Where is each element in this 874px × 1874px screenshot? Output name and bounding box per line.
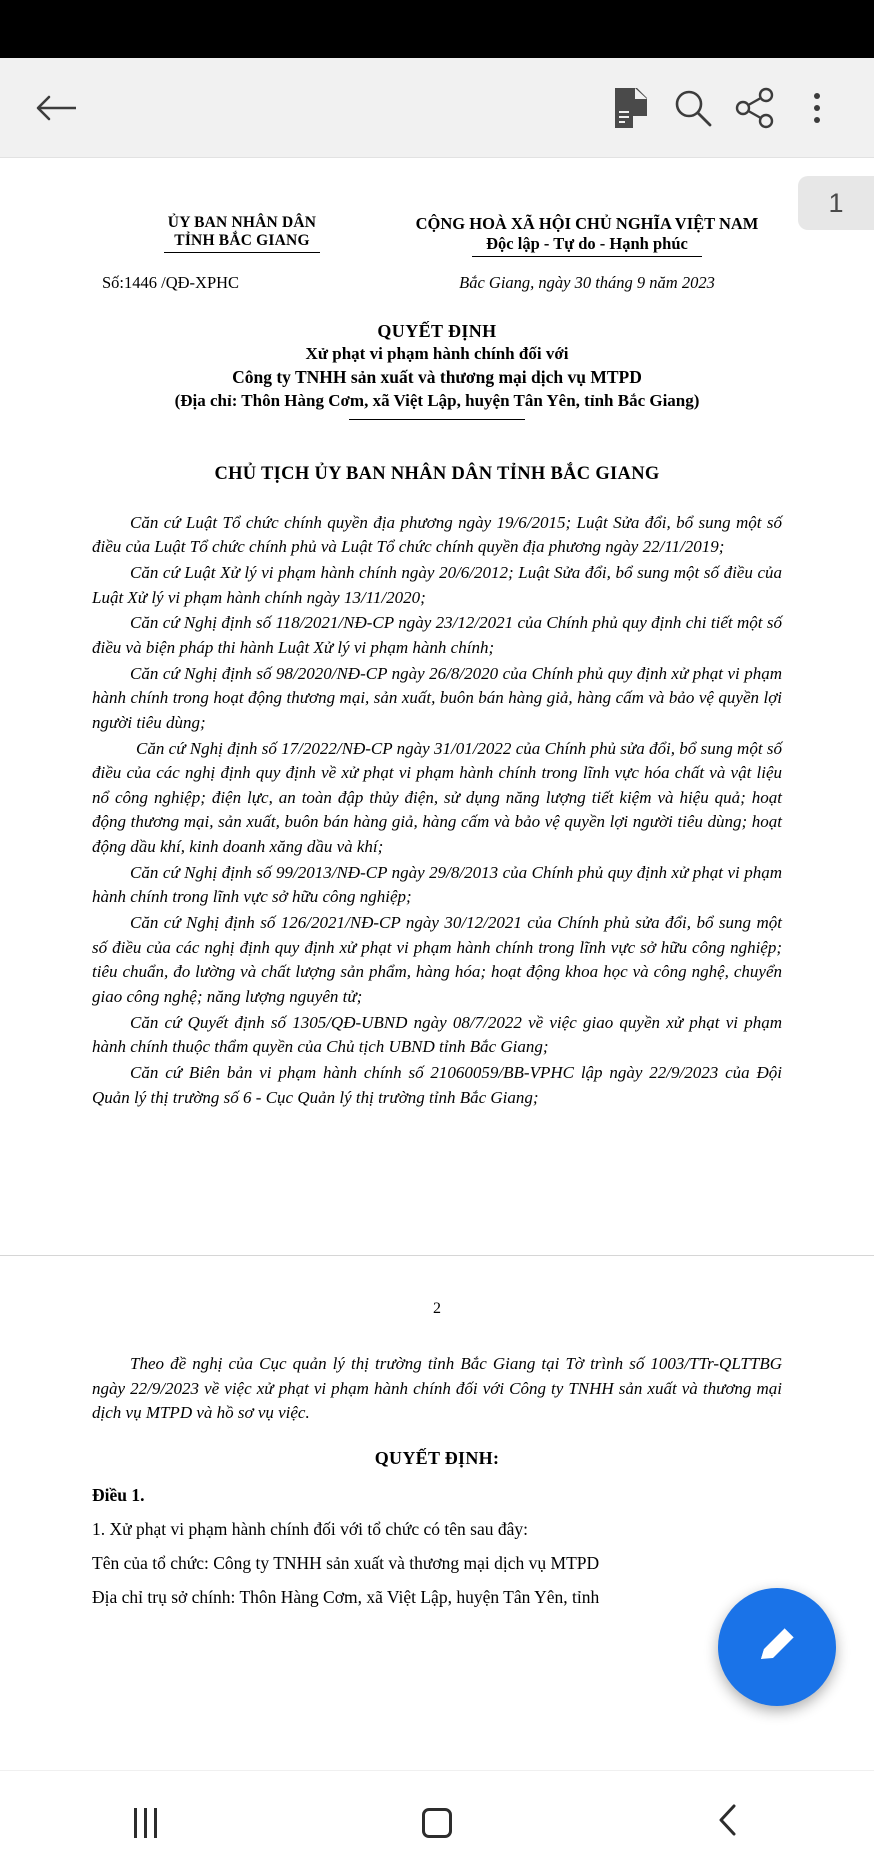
page-2-number: 2 bbox=[433, 1300, 441, 1318]
edit-pencil-icon bbox=[751, 1619, 803, 1676]
authority-underline bbox=[164, 252, 320, 253]
document-page-2 bbox=[0, 1256, 874, 1608]
more-options-button[interactable] bbox=[786, 77, 848, 139]
national-header bbox=[392, 214, 782, 257]
edit-fab-button[interactable] bbox=[718, 1588, 836, 1706]
recents-button[interactable] bbox=[86, 1783, 206, 1863]
paragraph: Căn cứ Nghị định số 99/2013/NĐ-CP ngày 29/8/2013 của Chính phủ quy định xử phạt vi phạm hành chính trong lĩnh vực sở hữu công nghiệp; bbox=[92, 862, 782, 907]
document-page-icon bbox=[611, 86, 651, 130]
home-button[interactable] bbox=[377, 1783, 497, 1863]
national-line-1: CỘNG HOÀ XÃ HỘI CHỦ NGHĨA VIỆT NAM bbox=[415, 214, 759, 233]
national-line-2: Độc lập - Tự do - Hạnh phúc bbox=[486, 234, 688, 253]
paragraph: Theo đề nghị của Cục quản lý thị trường tỉnh Bắc Giang tại Tờ trình số 1003/TTr-QLTTBG ngày 22/9/2023 về việc xử phạt vi phạm hành chính đối với Công ty TNHH sản xuất và thương mại dịch vụ MTPD và hồ sơ vụ việc. bbox=[92, 1354, 782, 1423]
article-line-2: Tên của tổ chức: Công ty TNHH sản xuất và thương mại dịch vụ MTPD bbox=[92, 1553, 600, 1574]
search-button[interactable] bbox=[662, 77, 724, 139]
document-number-row bbox=[92, 273, 782, 293]
authority-line-2: TỈNH BẮC GIANG bbox=[174, 232, 310, 249]
paragraph: Căn cứ Biên bản vi phạm hành chính số 21060059/BB-VPHC lập ngày 22/9/2023 của Đội Quản lý thị trường số 6 - Cục Quản lý thị trường tỉnh Bắc Giang; bbox=[92, 1062, 782, 1107]
recents-bars-icon bbox=[134, 1808, 157, 1838]
issuing-authority bbox=[92, 214, 392, 253]
share-icon bbox=[734, 87, 776, 129]
title-line-1: QUYẾT ĐỊNH bbox=[377, 321, 497, 341]
more-vertical-icon bbox=[814, 93, 820, 123]
page-number-badge: 1 bbox=[798, 176, 874, 230]
pdf-view-button[interactable] bbox=[600, 77, 662, 139]
paragraph: Căn cứ Nghị định số 98/2020/NĐ-CP ngày 26/8/2020 của Chính phủ quy định xử phạt vi phạm hành chính trong hoạt động thương mại, sản xuất, buôn bán hàng giả, hàng cấm và bảo vệ quyền lợi người tiêu dùng; bbox=[92, 663, 782, 732]
document-title-block bbox=[92, 319, 782, 420]
article-label: Điều 1. bbox=[92, 1485, 145, 1506]
document-page-1 bbox=[0, 158, 874, 1219]
search-icon bbox=[672, 87, 714, 129]
page-2-body bbox=[92, 1352, 782, 1608]
paragraph: Căn cứ Luật Xử lý vi phạm hành chính ngày 20/6/2012; Luật Sửa đổi, bổ sung một số điều của Luật Xử lý vi phạm hành chính ngày 13/11/2020; bbox=[92, 563, 782, 607]
arrow-left-icon bbox=[35, 91, 79, 125]
document-header bbox=[92, 214, 782, 257]
document-number bbox=[92, 273, 392, 293]
status-bar bbox=[0, 0, 874, 58]
title-line-2: Xử phạt vi phạm hành chính đối với bbox=[305, 344, 569, 364]
app-toolbar bbox=[0, 58, 874, 158]
paragraph: Căn cứ Quyết định số 1305/QĐ-UBND ngày 08/7/2022 về việc giao quyền xử phạt vi phạm hành chính thuộc thẩm quyền của Chủ tịch UBND tỉnh Bắc Giang; bbox=[92, 1012, 782, 1057]
system-navigation-bar bbox=[0, 1770, 874, 1874]
article-line-3: Địa chỉ trụ sở chính: Thôn Hàng Cơm, xã Việt Lập, huyện Tân Yên, tỉnh bbox=[92, 1587, 600, 1608]
document-body bbox=[92, 511, 782, 1110]
national-underline bbox=[472, 256, 702, 257]
paragraph: Căn cứ Nghị định số 126/2021/NĐ-CP ngày 30/12/2021 của Chính phủ sửa đổi, bổ sung một số điều của các nghị định quy định xử phạt vi phạm hành chính trong lĩnh vực sở hữu công nghiệp; tiêu chuẩn, đo lường và chất lượng sản phẩm, hàng hóa; hoạt động khoa học và công nghệ, chuyển giao công nghệ; năng lượng nguyên tử; bbox=[92, 913, 782, 1006]
title-underline bbox=[349, 419, 525, 420]
title-line-4: (Địa chỉ: Thôn Hàng Cơm, xã Việt Lập, huyện Tân Yên, tỉnh Bắc Giang) bbox=[174, 390, 700, 410]
article-line-1: 1. Xử phạt vi phạm hành chính đối với tổ chức có tên sau đây: bbox=[92, 1519, 528, 1540]
authority-line-1: ỦY BAN NHÂN DÂN bbox=[167, 214, 317, 231]
home-square-icon bbox=[422, 1808, 452, 1838]
chairman-heading: CHỦ TỊCH ỦY BAN NHÂN DÂN TỈNH BẮC GIANG bbox=[214, 463, 660, 484]
decision-heading: QUYẾT ĐỊNH: bbox=[374, 1448, 500, 1469]
back-button[interactable] bbox=[26, 77, 88, 139]
paragraph: Căn cứ Nghị định số 118/2021/NĐ-CP ngày 23/12/2021 của Chính phủ quy định chi tiết một số điều và biện pháp thi hành Luật Xử lý vi phạm hành chính; bbox=[92, 613, 782, 657]
back-chevron-icon bbox=[715, 1803, 741, 1842]
page-1-bottom-margin bbox=[92, 1111, 782, 1219]
share-button[interactable] bbox=[724, 77, 786, 139]
document-number-text: Số:1446 /QĐ-XPHC bbox=[102, 273, 240, 292]
system-back-button[interactable] bbox=[668, 1783, 788, 1863]
place-and-date: Bắc Giang, ngày 30 tháng 9 năm 2023 bbox=[459, 273, 715, 292]
paragraph: Căn cứ Luật Tổ chức chính quyền địa phương ngày 19/6/2015; Luật Sửa đổi, bổ sung một số điều của Luật Tổ chức chính phủ và Luật Tổ chức chính quyền địa phương ngày 22/11/2019; bbox=[92, 512, 782, 557]
title-line-3: Công ty TNHH sản xuất và thương mại dịch vụ MTPD bbox=[232, 367, 642, 388]
paragraph: Căn cứ Nghị định số 17/2022/NĐ-CP ngày 31/01/2022 của Chính phủ sửa đổi, bổ sung một số điều của các nghị định quy định về xử phạt vi phạm hành chính trong lĩnh vực hóa chất và vật liệu nổ công nghiệp; điện lực, an toàn đập thủy điện, sử dụng năng lượng tiết kiệm và hiệu quả; hoạt động thương mại, sản xuất, buôn bán hàng giả, hàng cấm và bảo vệ quyền lợi người tiêu dùng; hoạt động dầu khí, kinh doanh xăng dầu và khí; bbox=[92, 738, 782, 857]
pdf-document-viewport[interactable] bbox=[0, 158, 874, 1770]
